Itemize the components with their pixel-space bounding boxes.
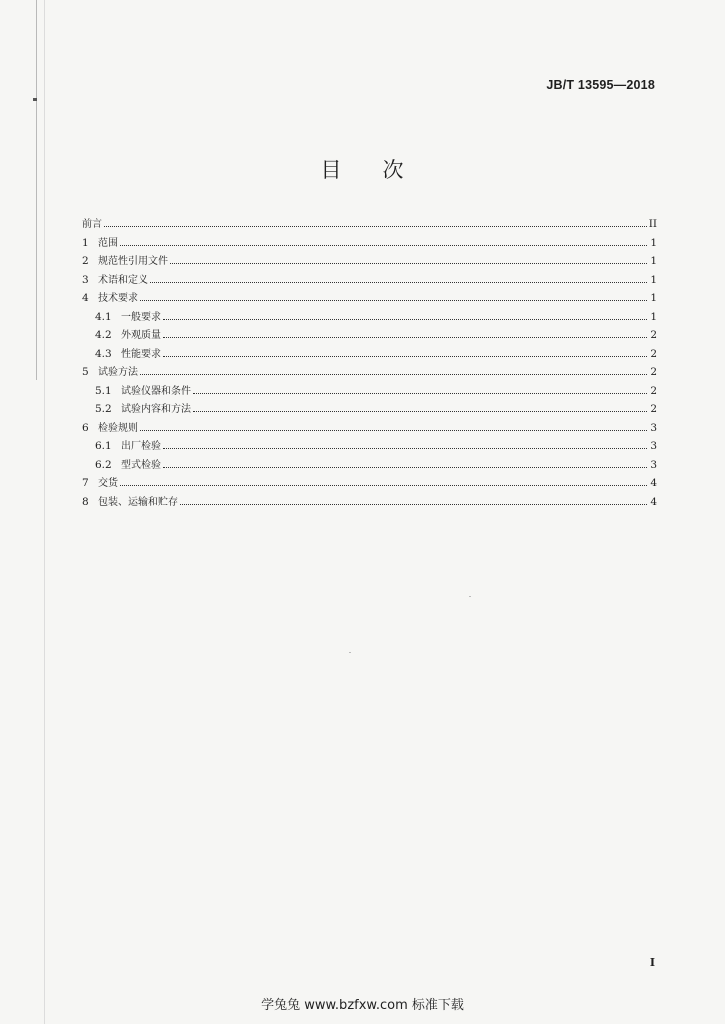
toc-entry-number: 4.2 [95, 329, 112, 341]
toc-entry[interactable] [82, 363, 657, 382]
toc-dot-leader [120, 484, 647, 486]
toc-entry[interactable] [82, 400, 657, 419]
toc-title [0, 154, 725, 184]
toc-entry[interactable] [82, 271, 657, 290]
toc-entry-number: 5.1 [95, 384, 112, 397]
toc-entry-label: 规范性引用文件 [98, 256, 168, 267]
toc-dot-leader [180, 503, 647, 505]
toc-entry-label: 试验仪器和条件 [121, 385, 191, 397]
toc-entry-page: 1 [650, 273, 657, 286]
toc-entry[interactable] [82, 234, 657, 253]
toc-entry-label: 范围 [98, 237, 118, 249]
standard-number: JB/T 13595—2018 [546, 78, 655, 92]
toc-entry-page: 1 [650, 255, 657, 267]
toc-dot-leader [163, 355, 647, 357]
scan-speck [349, 652, 351, 653]
scan-speck [469, 596, 471, 597]
toc-entry-label: 出厂检验 [121, 441, 161, 452]
toc-dot-leader [104, 225, 647, 227]
toc-entry[interactable] [82, 456, 657, 475]
toc-entry-page: 3 [650, 458, 657, 471]
toc-entry-page: 3 [650, 421, 657, 434]
toc-entry-label: 性能要求 [121, 348, 161, 360]
toc-entry[interactable] [82, 345, 657, 364]
toc-entry[interactable] [82, 419, 657, 438]
toc-entry-number: 1 [82, 236, 89, 249]
toc-entry-label: 型式检验 [121, 459, 161, 471]
toc-entry[interactable] [82, 474, 657, 493]
toc-entry-label: 试验方法 [98, 367, 138, 378]
toc-entry-label: 前言 [82, 219, 102, 230]
toc-entry[interactable] [82, 493, 657, 512]
toc-entry-page: 4 [650, 477, 657, 489]
toc-dot-leader [140, 429, 647, 431]
scan-edge-line [36, 0, 37, 380]
toc-entry-page: 4 [650, 495, 657, 508]
toc-entry-number: 3 [82, 273, 89, 286]
toc-dot-leader [140, 299, 647, 301]
toc-entry-label: 检验规则 [98, 422, 138, 434]
toc-entry[interactable] [82, 326, 657, 345]
toc-dot-leader [150, 281, 647, 283]
toc-dot-leader [140, 373, 647, 375]
toc-entry-label: 包装、运输和贮存 [98, 496, 178, 508]
toc-dot-leader [163, 447, 647, 449]
toc-dot-leader [163, 318, 647, 320]
toc-entry-number: 4 [82, 292, 89, 304]
toc-dot-leader [120, 244, 647, 246]
toc-entry-label: 试验内容和方法 [121, 404, 191, 415]
toc-entry[interactable] [82, 289, 657, 308]
toc-entry-page: 2 [650, 384, 657, 397]
toc-title-char-2: 次 [382, 158, 405, 182]
toc-entry-label: 术语和定义 [98, 274, 148, 286]
toc-entry-number: 7 [82, 477, 89, 489]
toc-entry-number: 2 [82, 255, 89, 267]
toc-entry-label: 外观质量 [121, 330, 161, 341]
toc-dot-leader [193, 392, 647, 394]
toc-entry-page: 2 [650, 403, 657, 415]
toc-entry[interactable] [82, 308, 657, 327]
toc-entry-page: 2 [650, 366, 657, 378]
toc-entry-number: 5 [82, 366, 89, 378]
toc-title-char-1: 目 [320, 158, 343, 182]
toc-entry[interactable] [82, 215, 657, 234]
toc-entry-page: 3 [650, 440, 657, 452]
toc-entry-number: 8 [82, 495, 89, 508]
toc-dot-leader [163, 336, 647, 338]
toc-dot-leader [170, 262, 647, 264]
toc-entry-number: 4.3 [95, 347, 112, 360]
toc-entry-page: 2 [650, 347, 657, 360]
toc-entry-page: 2 [650, 329, 657, 341]
toc-entry-number: 6.2 [95, 458, 112, 471]
scan-edge-mark [33, 98, 37, 101]
toc-entry[interactable] [82, 437, 657, 456]
toc-entry-page: II [648, 218, 657, 230]
toc-dot-leader [163, 466, 647, 468]
toc-entry-label: 一般要求 [121, 311, 161, 323]
toc-entry-number: 6.1 [95, 440, 112, 452]
toc-entry-page: 1 [650, 292, 657, 304]
toc-entry-number: 4.1 [95, 310, 112, 323]
table-of-contents [82, 215, 657, 511]
toc-entry[interactable] [82, 382, 657, 401]
toc-entry-number: 6 [82, 421, 89, 434]
toc-entry-page: 1 [650, 310, 657, 323]
toc-entry[interactable] [82, 252, 657, 271]
watermark-text: 学兔兔 www.bzfxw.com 标准下载 [261, 998, 464, 1013]
toc-entry-label: 交货 [98, 478, 118, 489]
toc-dot-leader [193, 410, 647, 412]
toc-entry-page: 1 [650, 236, 657, 249]
page-number: I [649, 956, 655, 969]
toc-entry-number: 5.2 [95, 403, 112, 415]
toc-entry-label: 技术要求 [98, 293, 138, 304]
